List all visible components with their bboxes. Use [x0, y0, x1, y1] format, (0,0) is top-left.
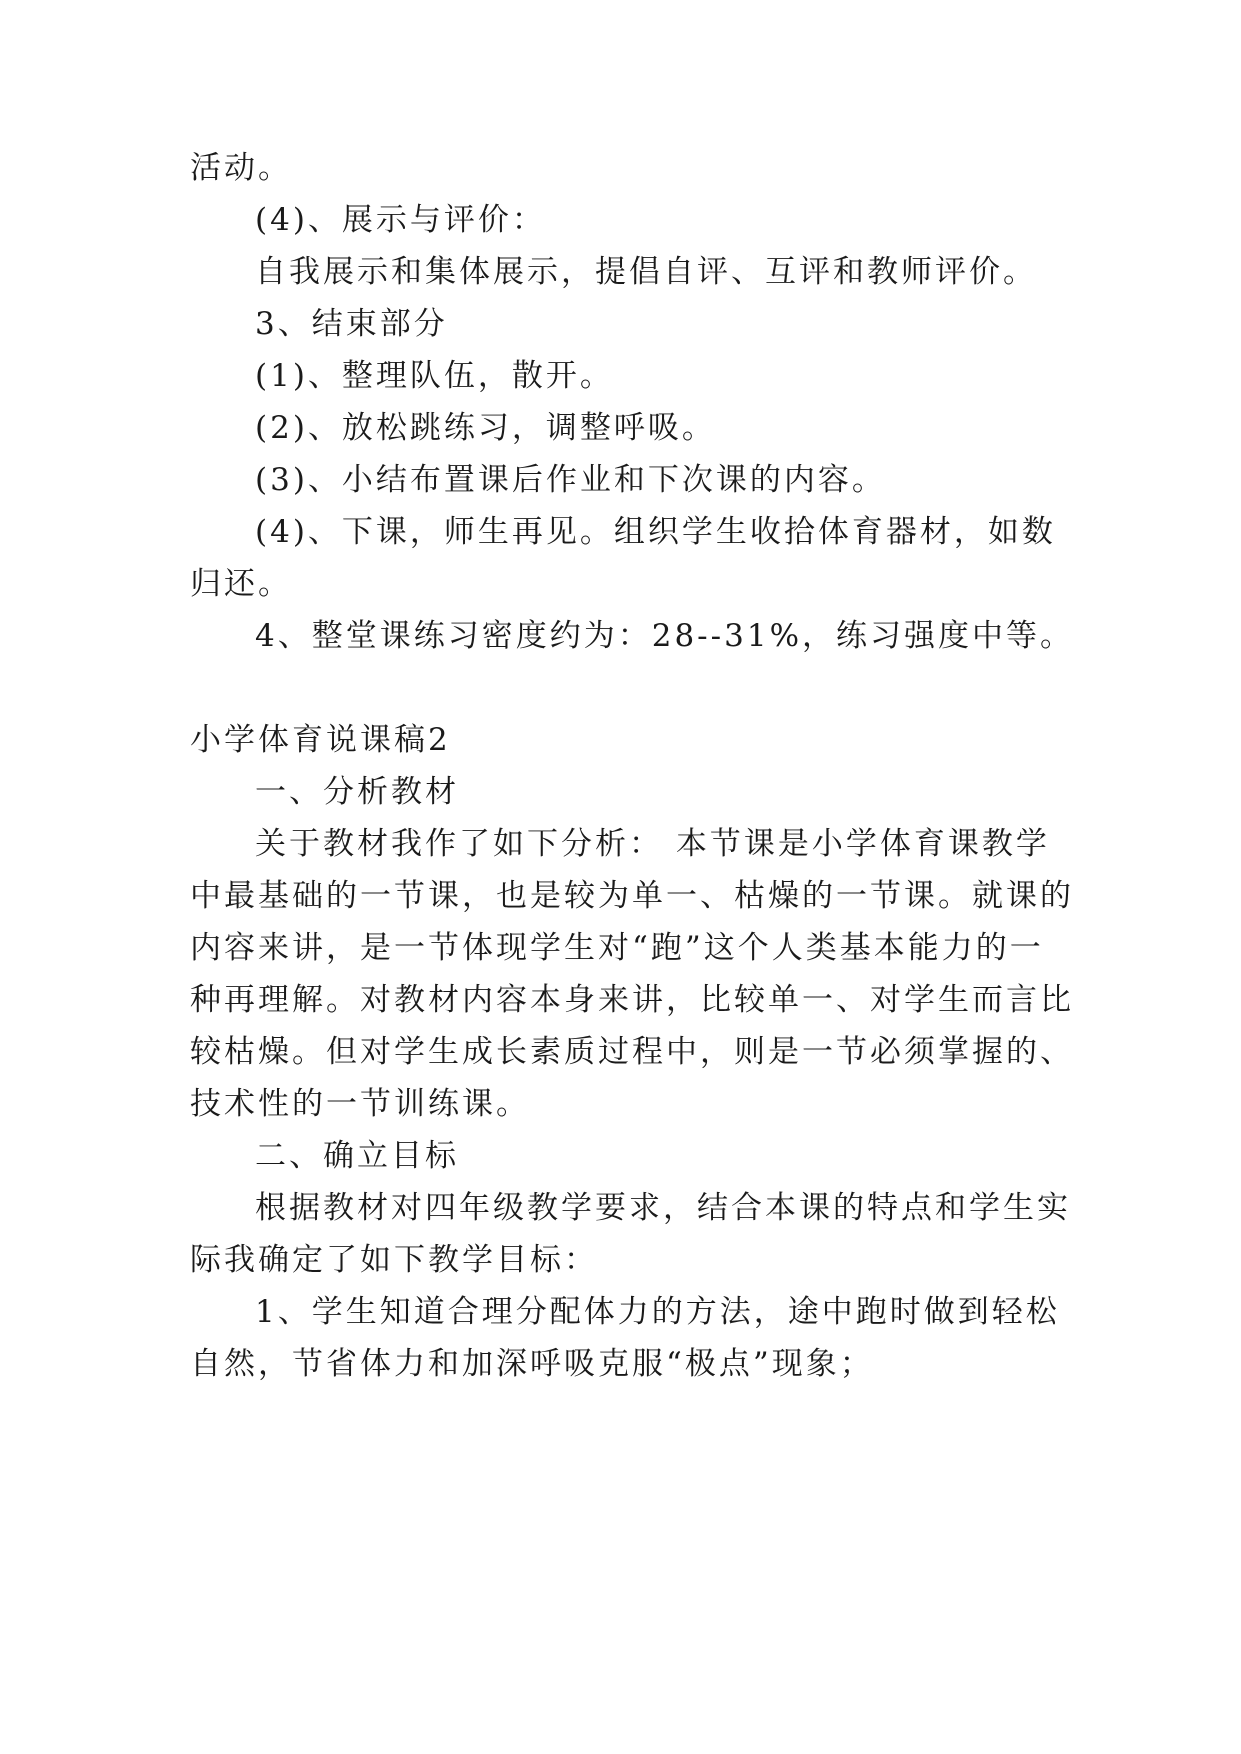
- paragraph-line: 技术性的一节训练课。: [190, 1086, 530, 1122]
- text-line: 自我展示和集体展示，提倡自评、互评和教师评价。: [255, 254, 1037, 290]
- text-line: 归还。: [190, 566, 292, 602]
- document-title: 小学体育说课稿2: [190, 722, 451, 758]
- paragraph-line: 根据教材对四年级教学要求，结合本课的特点和学生实: [255, 1190, 1071, 1226]
- paragraph-line: 内容来讲，是一节体现学生对“跑”这个人类基本能力的一: [190, 930, 1044, 966]
- section-heading: 3、结束部分: [255, 306, 448, 342]
- section-heading: 二、确立目标: [255, 1138, 459, 1174]
- paragraph-line: 种再理解。对教材内容本身来讲，比较单一、对学生而言比: [190, 982, 1074, 1018]
- list-item: (2)、放松跳练习，调整呼吸。: [255, 410, 716, 446]
- paragraph-line: 中最基础的一节课，也是较为单一、枯燥的一节课。就课的: [190, 878, 1074, 914]
- section-heading: 4、整堂课练习密度约为：28--31%，练习强度中等。: [255, 618, 1075, 654]
- list-item: (4)、下课，师生再见。组织学生收拾体育器材，如数: [255, 514, 1056, 550]
- list-item: 自然，节省体力和加深呼吸克服“极点”现象；: [190, 1346, 874, 1382]
- text-line: 活动。: [190, 150, 292, 186]
- paragraph-line: 关于教材我作了如下分析： 本节课是小学体育课教学: [255, 826, 1050, 862]
- list-item: (1)、整理队伍，散开。: [255, 358, 614, 394]
- list-item: (3)、小结布置课后作业和下次课的内容。: [255, 462, 886, 498]
- paragraph-line: 较枯燥。但对学生成长素质过程中，则是一节必须掌握的、: [190, 1034, 1074, 1070]
- item-heading: (4)、展示与评价：: [255, 202, 546, 238]
- section-heading: 一、分析教材: [255, 774, 459, 810]
- paragraph-line: 际我确定了如下教学目标：: [190, 1242, 598, 1278]
- list-item: 1、学生知道合理分配体力的方法，途中跑时做到轻松: [255, 1294, 1060, 1330]
